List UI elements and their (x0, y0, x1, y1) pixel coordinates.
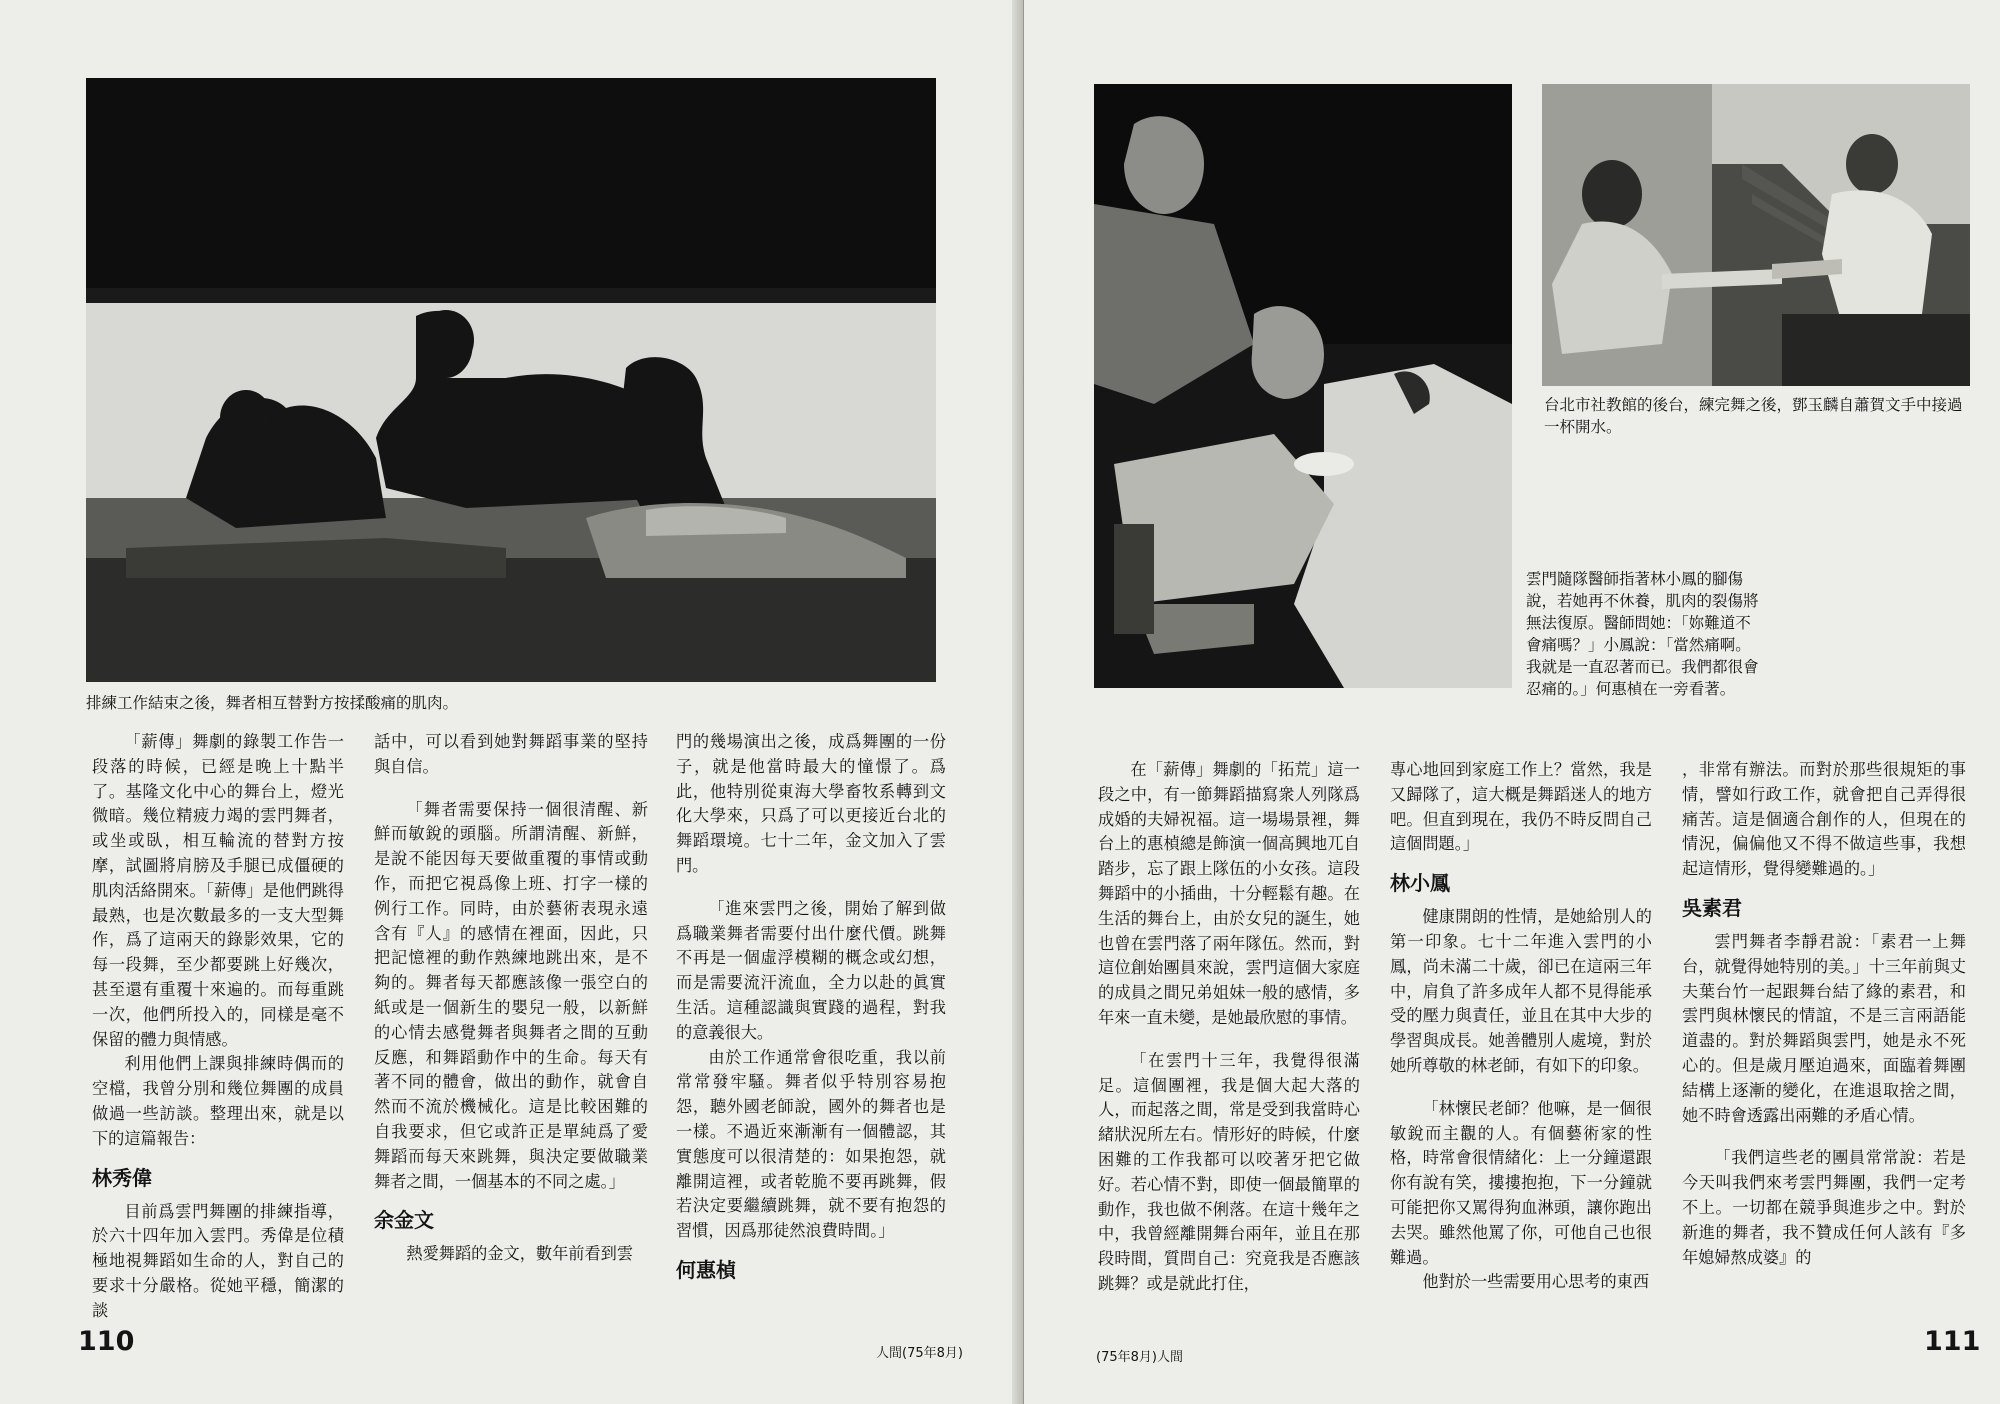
doctor-photo-art (1094, 84, 1512, 688)
page-number-left: 110 (78, 1326, 135, 1357)
quote-paragraph: 「進來雲門之後，開始了解到做爲職業舞者需要付出什麼代價。跳舞不再是一個虛浮模糊的概念或幻想，而是需要流汗流血，全力以赴的眞實生活。這種認識與實踐的過程，對我的意義很大。 (676, 898, 946, 1042)
paragraph: 他對於一些需要用心思考的東西 (1422, 1272, 1650, 1292)
photo-caption-doctor: 雲門隨隊醫師指著林小鳳的腳傷說，若她再不休養，肌肉的裂傷將無法復原。醫師問她：「妳難道不會痛嗎？」小鳳說：「當然痛啊。我就是一直忍著而已。我們都很會忍痛的。」何惠楨在一旁看著。 (1526, 570, 1759, 698)
rehearsal-silhouette-photo (86, 78, 936, 682)
paragraph: 熱愛舞蹈的金文，數年前看到雲 (406, 1244, 634, 1264)
paragraph: 「薪傳」舞劇的錄製工作告一段落的時候，已經是晚上十點半了。基隆文化中心的舞台上，燈光微暗。幾位精疲力竭的雲門舞者，或坐或臥，相互輪流的替對方按摩，試圖將肩膀及手腿已成僵硬的肌肉活絡開來。「薪傳」是他們跳得最熟，也是次數最多的一支大型舞作，爲了這兩天的錄影效果，它的每一段舞，至少都要跳上好幾次，甚至還有重覆十來遍的。而每重跳一次，他們所投入的，同樣是毫不保留的體力與情感。 (92, 732, 344, 1049)
paragraph: 雲門舞者李靜君說：「素君一上舞台，就覺得她特別的美。」十三年前與丈夫葉台竹一起跟舞台結了緣的素君，和雲門與林懷民的情誼，不是三言兩語能道盡的。對於舞蹈與雲門，她是永不死心的。但是歲月壓迫過來，面臨着舞團結構上逐漸的變化，在進退取捨之間，她不時會透露出兩難的矛盾心情。 (1682, 931, 1966, 1125)
backstage-water-photo (1542, 84, 1970, 386)
quote-paragraph: 「在雲門十三年，我覺得很滿足。這個團裡，我是個大起大落的人，而起落之間，常是受到我當時心緒狀況所左右。情形好的時候，什麼困難的工作我都可以咬著牙把它做好。若心情不對，即使一個最簡單的動作，我也做不俐落。在這十幾年之中，我曾經離開舞台兩年，並且在那段時間，質問自己：究竟我是否應該跳舞？或是就此打住， (1098, 1050, 1360, 1293)
paragraph: 利用他們上課與排練時偶而的空檔，我曾分別和幾位舞團的成員做過一些訪談。整理出來，就是以下的這篇報告： (92, 1054, 344, 1148)
article-column-1 (92, 730, 344, 1324)
article-column-4 (1098, 758, 1360, 1297)
doctor-examining-photo (1094, 84, 1512, 688)
right-page (1024, 0, 2000, 1404)
paragraph: 專心地回到家庭工作上？當然，我是又歸隊了，這大概是舞蹈迷人的地方吧。但直到現在，我仍不時反問自己這個問題。」 (1390, 760, 1652, 854)
paragraph: 目前爲雲門舞團的排練指導，於六十四年加入雲門。秀偉是位積極地視舞蹈如生命的人，對自己的要求十分嚴格。從她平穩，簡潔的談 (92, 1201, 344, 1320)
magazine-credit-left: 人間(75年8月) (876, 1346, 963, 1361)
magazine-credit-right: (75年8月)人間 (1096, 1350, 1183, 1365)
paragraph: 門的幾場演出之後，成爲舞團的一份子，就是他當時最大的憧憬了。爲此，他特別從東海大學畜牧系轉到文化大學來，只爲了可以更接近台北的舞蹈環境。七十二年，金文加入了雲門。 (676, 732, 946, 875)
quote-paragraph: 「我們這些老的團員常常說：若是今天叫我們來考雲門舞團，我們一定考不上。一切都在競爭與進步之中。對於新進的舞者，我不贊成任何人該有『多年媳婦熬成婆』的 (1682, 1148, 1966, 1267)
paragraph: 由於工作通常會很吃重，我以前常常發牢騷。舞者似乎特別容易抱怨，聽外國老師說，國外的舞者也是一樣。不過近來漸漸有一個體認，其實態度可以很清楚的：如果抱怨，就離開這裡，或者乾脆不要再跳舞，假若決定要繼續跳舞，就不要有抱怨的習慣，因爲那徒然浪費時間。」 (676, 1047, 946, 1241)
quote-paragraph: 「林懷民老師？他嘛，是一個很敏銳而主觀的人。有個藝術家的性格，時常會很情緒化：上一分鐘還跟你有說有笑，摟摟抱抱，下一分鐘就可能把你又罵得狗血淋頭，讓你跑出去哭。雖然他罵了你，可他自己也很難過。 (1390, 1098, 1652, 1267)
article-column-5 (1390, 758, 1652, 1295)
section-heading-lin-xiuwei: 林秀偉 (92, 1165, 152, 1190)
section-heading-wu-sujun: 吳素君 (1682, 895, 1742, 920)
photo-caption-backstage: 台北市社教館的後台，練完舞之後，鄧玉麟自蕭賀文手中接過一杯開水。 (1544, 396, 1963, 436)
paragraph: ，非常有辦法。而對於那些很規矩的事情，譬如行政工作，就會把自己弄得很痛苦。這是個適合創作的人，但現在的情況，偏偏他又不得不做這些事，我想起這情形，覺得變難過的。」 (1682, 760, 1966, 879)
paragraph: 健康開朗的性情，是她給別人的第一印象。七十二年進入雲門的小鳳，尚未滿二十歲，卻已在這兩三年中，肩負了許多成年人都不見得能承受的壓力與責任，並且在其中大步的學習與成長。她善體別人處境，對於她所尊敬的林老師，有如下的印象。 (1390, 907, 1652, 1075)
article-column-2 (374, 730, 648, 1267)
photo-caption-left: 排練工作結束之後，舞者相互替對方按揉酸痛的肌肉。 (86, 694, 459, 712)
section-heading-lin-xiaofeng: 林小鳳 (1390, 871, 1450, 896)
silhouette-photo-art (86, 78, 936, 682)
article-column-3 (676, 730, 946, 1292)
backstage-photo-art (1542, 84, 1970, 386)
paragraph: 話中，可以看到她對舞蹈事業的堅持與自信。 (374, 732, 648, 776)
paragraph: 在「薪傳」舞劇的「拓荒」這一段之中，有一節舞蹈描寫衆人列隊爲成婚的夫婦祝福。這一場場景裡，舞台上的惠楨總是飾演一個高興地兀自踏步，忘了跟上隊伍的小女孩。這段舞蹈中的小插曲，十分輕鬆有趣。在生活的舞台上，由於女兒的誕生，她也曾在雲門落了兩年隊伍。然而，對這位創始團員來說，雲門這個大家庭的成員之間兄弟姐妹一般的感情，多年來一直未變，是她最欣慰的事情。 (1098, 760, 1360, 1027)
section-heading-he-huizhen: 何惠楨 (676, 1257, 736, 1282)
section-heading-yu-jinwen: 余金文 (374, 1208, 434, 1233)
article-column-6 (1682, 758, 1966, 1270)
page-number-right: 111 (1924, 1326, 1981, 1357)
quote-paragraph: 「舞者需要保持一個很清醒、新鮮而敏銳的頭腦。所謂清醒、新鮮，是說不能因每天要做重覆的事情或動作，而把它視爲像上班、打字一樣的例行工作。同時，由於藝術表現永遠含有『人』的感情在裡面，因此，只把記憶裡的動作熟練地跳出來，是不夠的。舞者每天都應該像一張空白的紙或是一個新生的嬰兒一般，以新鮮的心情去感覺舞者與舞者之間的互動反應，和舞蹈動作中的生命。每天有著不同的體會，做出的動作，就會自然而不流於機械化。這是比較困難的自我要求，但它或許正是單純爲了愛舞蹈而每天來跳舞，與決定要做職業舞者之間，一個基本的不同之處。」 (374, 799, 648, 1191)
